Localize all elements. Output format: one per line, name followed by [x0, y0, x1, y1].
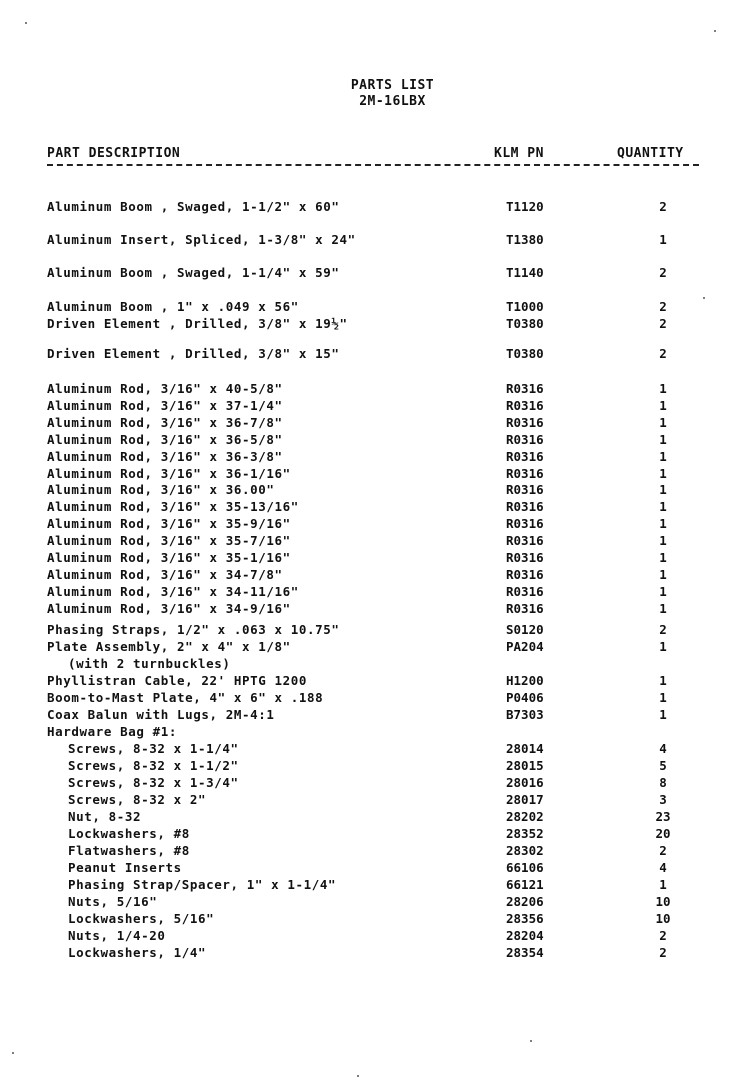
- part-number: T1140: [506, 265, 544, 280]
- scan-speck: [25, 22, 27, 24]
- table-row: [0, 825, 750, 842]
- part-description: Lockwashers, 1/4": [68, 945, 207, 960]
- part-number: R0316: [506, 397, 544, 413]
- table-row: [0, 910, 750, 927]
- part-number: 28204: [506, 928, 544, 943]
- part-description: Screws, 8-32 x 2": [68, 792, 207, 807]
- part-number: T0380: [506, 316, 544, 331]
- part-description: Aluminum Rod, 3/16" x 34-9/16": [47, 600, 291, 616]
- table-row: [0, 198, 750, 215]
- part-description: Aluminum Rod, 3/16" x 34-7/8": [47, 566, 283, 582]
- part-description: Screws, 8-32 x 1-1/4": [68, 741, 239, 756]
- scan-speck: [530, 1040, 532, 1042]
- part-quantity: 1: [659, 414, 667, 430]
- part-quantity: 1: [659, 877, 667, 892]
- part-description: Flatwashers, #8: [68, 843, 190, 858]
- part-number: R0316: [506, 482, 544, 498]
- part-number: R0316: [506, 533, 544, 549]
- part-description: Hardware Bag #1:: [47, 724, 178, 739]
- part-description: Aluminum Rod, 3/16" x 37-1/4": [47, 397, 283, 413]
- scan-speck: [714, 30, 716, 32]
- table-row: [0, 944, 750, 961]
- part-number: 28206: [506, 894, 544, 909]
- part-number: 66121: [506, 877, 544, 892]
- part-number: 28015: [506, 758, 544, 773]
- part-number: 28016: [506, 775, 544, 790]
- table-row: [0, 638, 750, 655]
- part-number: 28354: [506, 945, 544, 960]
- part-number: R0316: [506, 566, 544, 582]
- table-row: [0, 808, 750, 825]
- part-description: Aluminum Rod, 3/16" x 35-13/16": [47, 499, 299, 515]
- table-row: [0, 566, 750, 583]
- part-description: Peanut Inserts: [68, 860, 182, 875]
- table-row: [0, 264, 750, 281]
- part-quantity: 1: [659, 516, 667, 532]
- header-divider: [47, 164, 699, 166]
- part-quantity: 20: [655, 826, 671, 841]
- table-row: [0, 549, 750, 566]
- table-row: [0, 231, 750, 248]
- table-row: [0, 859, 750, 876]
- part-number: 28014: [506, 741, 544, 756]
- part-description: Screws, 8-32 x 1-3/4": [68, 775, 239, 790]
- part-quantity: 1: [659, 583, 667, 599]
- part-quantity: 1: [659, 600, 667, 616]
- part-quantity: 1: [659, 232, 667, 247]
- column-header-quantity: QUANTITY: [617, 146, 684, 161]
- part-description: Aluminum Boom , Swaged, 1-1/2" x 60": [47, 199, 340, 214]
- table-row: [0, 414, 750, 431]
- part-description: Phasing Straps, 1/2" x .063 x 10.75": [47, 622, 340, 637]
- part-description: Nuts, 5/16": [68, 894, 158, 909]
- part-quantity: 2: [659, 843, 667, 858]
- part-quantity: 1: [659, 448, 667, 464]
- table-row: [0, 893, 750, 910]
- part-description: Boom-to-Mast Plate, 4" x 6" x .188: [47, 690, 324, 705]
- table-row: [0, 448, 750, 465]
- part-number: 28202: [506, 809, 544, 824]
- table-row: [0, 621, 750, 638]
- part-number: T0380: [506, 346, 544, 361]
- part-number: R0316: [506, 381, 544, 396]
- table-row: [0, 706, 750, 723]
- part-description: Screws, 8-32 x 1-1/2": [68, 758, 239, 773]
- part-quantity: 4: [659, 860, 667, 875]
- table-row: [0, 689, 750, 706]
- part-number: R0316: [506, 583, 544, 599]
- part-quantity: 8: [659, 775, 667, 790]
- scan-speck: [703, 297, 705, 299]
- part-quantity: 1: [659, 690, 667, 705]
- part-quantity: 4: [659, 741, 667, 756]
- part-number: 66106: [506, 860, 544, 875]
- part-description: (with 2 turnbuckles): [68, 656, 231, 671]
- part-quantity: 2: [659, 945, 667, 960]
- part-quantity: 2: [659, 265, 667, 280]
- part-description: Aluminum Rod, 3/16" x 36.00": [47, 482, 275, 498]
- part-number: H1200: [506, 673, 544, 688]
- table-row: [0, 532, 750, 549]
- part-description: Driven Element , Drilled, 3/8" x 15": [47, 346, 340, 361]
- part-number: R0316: [506, 448, 544, 464]
- column-header-part-number: KLM PN: [494, 146, 544, 161]
- part-quantity: 3: [659, 792, 667, 807]
- part-quantity: 1: [659, 533, 667, 549]
- part-number: PA204: [506, 639, 544, 654]
- part-number: R0316: [506, 516, 544, 532]
- part-description: Aluminum Rod, 3/16" x 40-5/8": [47, 381, 283, 396]
- document-title: PARTS LIST: [350, 78, 435, 93]
- part-number: 28302: [506, 843, 544, 858]
- part-quantity: 1: [659, 550, 667, 565]
- part-number: B7303: [506, 707, 544, 722]
- part-quantity: 1: [659, 397, 667, 413]
- part-quantity: 2: [659, 622, 667, 637]
- table-row: [0, 345, 750, 362]
- part-quantity: 1: [659, 431, 667, 447]
- table-row: [0, 740, 750, 757]
- part-description: Lockwashers, #8: [68, 826, 190, 841]
- part-description: Aluminum Rod, 3/16" x 36-1/16": [47, 465, 291, 481]
- part-description: Aluminum Insert, Spliced, 1-3/8" x 24": [47, 232, 356, 247]
- table-row: [0, 481, 750, 498]
- part-number: 28352: [506, 826, 544, 841]
- part-quantity: 1: [659, 707, 667, 722]
- part-description: Aluminum Rod, 3/16" x 34-11/16": [47, 583, 299, 599]
- scan-speck: [12, 1052, 14, 1054]
- table-row: [0, 498, 750, 515]
- table-row: [0, 927, 750, 944]
- part-description: Aluminum Rod, 3/16" x 35-9/16": [47, 516, 291, 532]
- part-quantity: 5: [659, 758, 667, 773]
- table-row: [0, 298, 750, 315]
- part-number: R0316: [506, 465, 544, 481]
- part-quantity: 1: [659, 499, 667, 515]
- table-row: [0, 431, 750, 448]
- part-description: Aluminum Boom , 1" x .049 x 56": [47, 299, 299, 314]
- part-description: Lockwashers, 5/16": [68, 911, 215, 926]
- part-description: Phyllistran Cable, 22' HPTG 1200: [47, 673, 308, 688]
- table-row: [0, 600, 750, 617]
- part-quantity: 1: [659, 482, 667, 498]
- part-description: Aluminum Rod, 3/16" x 35-1/16": [47, 550, 291, 565]
- part-quantity: 1: [659, 465, 667, 481]
- part-number: R0316: [506, 600, 544, 616]
- table-row: [0, 583, 750, 600]
- part-description: Aluminum Rod, 3/16" x 35-7/16": [47, 533, 291, 549]
- part-description: Plate Assembly, 2" x 4" x 1/8": [47, 639, 291, 654]
- part-description: Aluminum Rod, 3/16" x 36-3/8": [47, 448, 283, 464]
- part-number: 28017: [506, 792, 544, 807]
- table-row: [0, 515, 750, 532]
- part-number: T1120: [506, 199, 544, 214]
- scan-speck: [357, 1075, 359, 1077]
- part-number: R0316: [506, 550, 544, 565]
- column-header-description: PART DESCRIPTION: [47, 146, 181, 161]
- part-quantity: 10: [655, 894, 671, 909]
- part-quantity: 2: [659, 928, 667, 943]
- part-number: R0316: [506, 414, 544, 430]
- table-row: [0, 380, 750, 397]
- part-quantity: 2: [659, 199, 667, 214]
- table-row: [0, 791, 750, 808]
- part-number: T1000: [506, 299, 544, 314]
- table-row: [0, 774, 750, 791]
- part-number: R0316: [506, 499, 544, 515]
- table-row: [0, 655, 750, 672]
- part-quantity: 1: [659, 673, 667, 688]
- part-description: Aluminum Rod, 3/16" x 36-7/8": [47, 414, 283, 430]
- part-description: Aluminum Rod, 3/16" x 36-5/8": [47, 431, 283, 447]
- table-row: [0, 842, 750, 859]
- model-number: 2M-16LBX: [359, 94, 426, 109]
- table-row: [0, 315, 750, 332]
- part-quantity: 10: [655, 911, 671, 926]
- part-quantity: 2: [659, 299, 667, 314]
- part-number: 28356: [506, 911, 544, 926]
- part-quantity: 23: [655, 809, 671, 824]
- part-quantity: 1: [659, 639, 667, 654]
- part-number: P0406: [506, 690, 544, 705]
- part-number: R0316: [506, 431, 544, 447]
- table-row: [0, 672, 750, 689]
- table-row: [0, 465, 750, 482]
- table-row: [0, 723, 750, 740]
- part-number: T1380: [506, 232, 544, 247]
- part-description: Coax Balun with Lugs, 2M-4:1: [47, 707, 275, 722]
- part-description: Driven Element , Drilled, 3/8" x 19½": [47, 316, 348, 331]
- part-description: Phasing Strap/Spacer, 1" x 1-1/4": [68, 877, 337, 892]
- part-quantity: 1: [659, 566, 667, 582]
- part-quantity: 1: [659, 381, 667, 396]
- part-quantity: 2: [659, 346, 667, 361]
- part-description: Nut, 8-32: [68, 809, 142, 824]
- table-row: [0, 876, 750, 893]
- part-quantity: 2: [659, 316, 667, 331]
- table-row: [0, 397, 750, 414]
- table-row: [0, 757, 750, 774]
- part-description: Nuts, 1/4-20: [68, 928, 166, 943]
- part-description: Aluminum Boom , Swaged, 1-1/4" x 59": [47, 265, 340, 280]
- part-number: S0120: [506, 622, 544, 637]
